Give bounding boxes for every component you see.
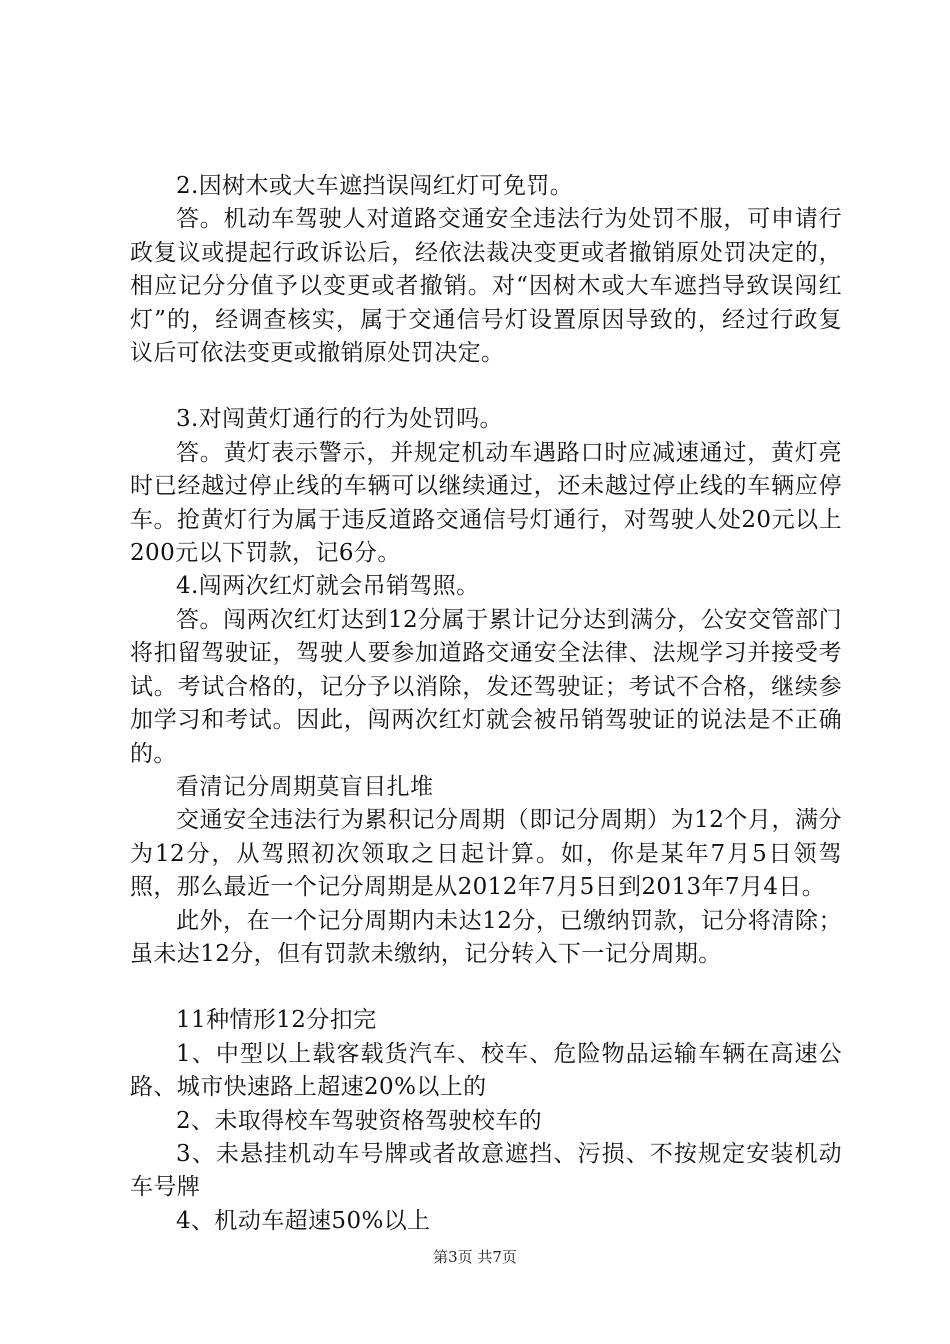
list-item-case-1: 1、中型以上载客载货汽车、校车、危险物品运输车辆在高速公路、城市快速路上超速20%以上的 — [130, 1040, 842, 1101]
section-heading-scoring-cycle: 看清记分周期莫盲目扎堆 — [176, 773, 434, 800]
document-body — [130, 170, 842, 1238]
list-item-case-4: 4、机动车超速50%以上 — [176, 1207, 431, 1234]
paragraph-question-3: 3.对闯黄灯通行的行为处罚吗。 — [176, 406, 503, 433]
paragraph-gap — [130, 370, 842, 403]
paragraph-answer-4: 答。闯两次红灯达到12分属于累计记分达到满分，公安交管部门将扣留驾驶证，驾驶人要参加道路交通安全法律、法规学习并接受考试。考试合格的，记分予以消除，发还驾驶证；考试不合格，继续参加学习和考试。因此，闯两次红灯就会被吊销驾驶证的说法是不正确的。 — [130, 606, 842, 767]
paragraph-scoring-cycle-note: 此外，在一个记分周期内未达12分，已缴纳罚款，记分将清除；虽未达12分，但有罚款未缴纳，记分转入下一记分周期。 — [130, 907, 842, 967]
paragraph-gap — [130, 971, 842, 1004]
paragraph-question-4: 4.闯两次红灯就会吊销驾照。 — [176, 573, 480, 600]
section-heading-eleven-cases: 11种情形12分扣完 — [176, 1007, 377, 1034]
page-footer: 第3页 共7页 — [433, 1248, 517, 1266]
paragraph-scoring-cycle: 交通安全违法行为累积记分周期（即记分周期）为12个月，满分为12分，从驾照初次领取之日起计算。如，你是某年7月5日领驾照，那么最近一个记分周期是从2012年7月5日到2013年7月4日。 — [130, 807, 842, 901]
paragraph-answer-3: 答。黄灯表示警示，并规定机动车遇路口时应减速通过，黄灯亮时已经越过停止线的车辆可以继续通过，还未越过停止线的车辆应停车。抢黄灯行为属于违反道路交通信号灯通行，对驾驶人处20元以上200元以下罚款，记6分。 — [130, 439, 842, 567]
list-item-case-3: 3、未悬挂机动车号牌或者故意遮挡、污损、不按规定安装机动车号牌 — [130, 1140, 842, 1201]
list-item-case-2: 2、未取得校车驾驶资格驾驶校车的 — [176, 1107, 543, 1134]
paragraph-answer-2: 答。机动车驾驶人对道路交通安全违法行为处罚不服，可申请行政复议或提起行政诉讼后，经依法裁决变更或者撤销原处罚决定的，相应记分分值予以变更或者撤销。对“因树木或大车遮挡导致误闯红灯”的，经调查核实，属于交通信号灯设置原因导致的，经过行政复议后可依法变更或撤销原处罚决定。 — [130, 206, 842, 367]
paragraph-question-2: 2.因树木或大车遮挡误闯红灯可免罚。 — [176, 173, 574, 199]
